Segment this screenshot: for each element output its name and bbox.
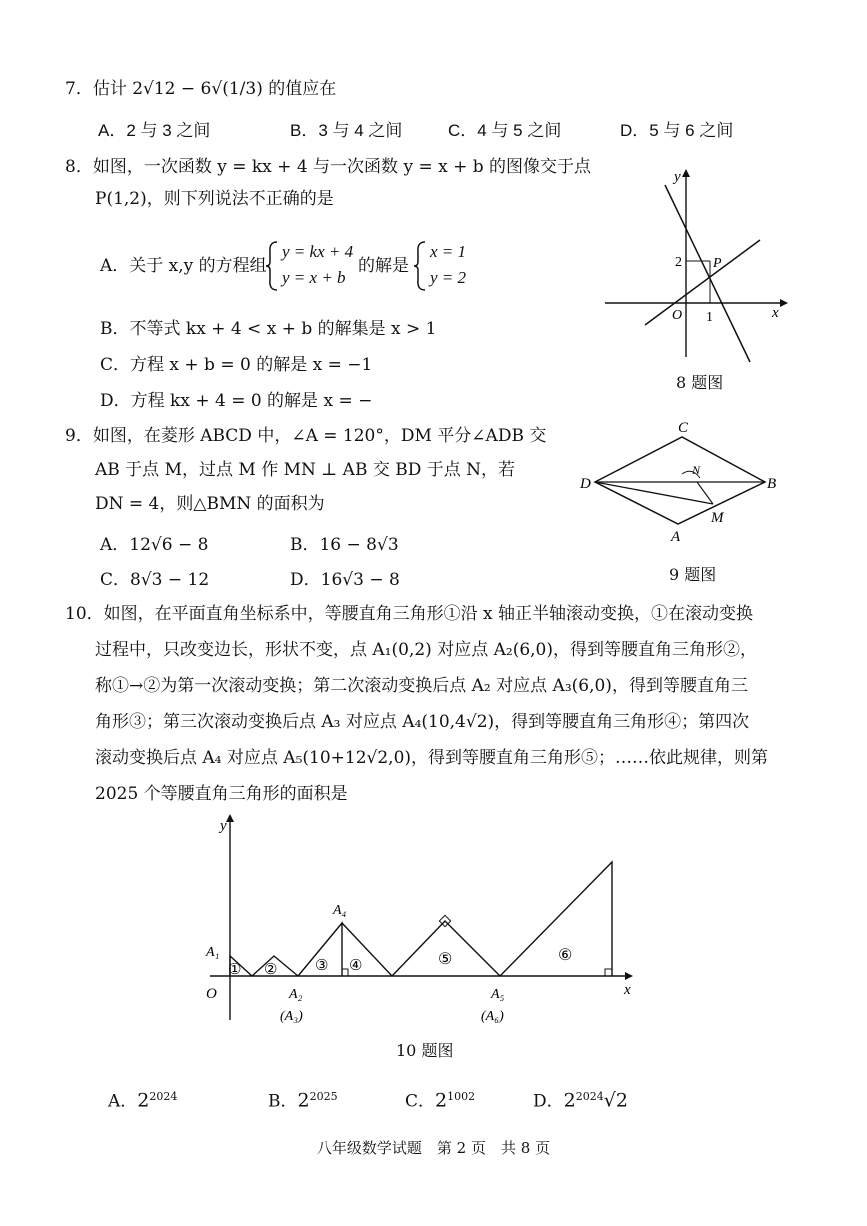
q9-segment-mn [697, 482, 713, 504]
q8-label-x: x [772, 305, 779, 321]
q10-line6: 2025 个等腰直角三角形的面积是 [95, 784, 348, 804]
q8-y-arrow-icon [682, 169, 690, 177]
q10-label-circle-4: ④ [349, 958, 363, 974]
q10-option-d [533, 1086, 628, 1113]
q8-option-d: D．方程 kx + 4 = 0 的解是 x = − [100, 391, 373, 411]
q10-label-a4: A₄ [333, 903, 347, 918]
q8-stem-line2: P(1,2)，则下列说法不正确的是 [95, 189, 334, 209]
q7-option-c: C．4 与 5 之间 [448, 121, 562, 140]
q8-label-2: 2 [675, 255, 682, 270]
q9-label-c: C [678, 420, 689, 436]
q7-option-a: A．2 与 3 之间 [98, 121, 211, 140]
q10-label-x: x [624, 982, 631, 998]
q9-stem-line3: DN = 4，则△BMN 的面积为 [95, 494, 325, 514]
q10-label-circle-3: ③ [315, 958, 329, 974]
q10-label-y: y [220, 818, 227, 834]
q8-brace-1 [265, 240, 281, 292]
q10-y-arrow-icon [226, 814, 234, 822]
q10-option-a-letter: A． [108, 1091, 138, 1112]
q8-figure-caption: 8 题图 [676, 373, 724, 392]
q8-option-a-sys1: y = kx + 4 [282, 242, 354, 261]
q7-option-b: B．3 与 4 之间 [290, 121, 403, 140]
q10-option-d-exp: 2024 [575, 1090, 604, 1103]
q9-segment-dm [595, 482, 713, 504]
q10-option-a [108, 1086, 177, 1113]
q9-label-n: N [692, 463, 701, 477]
q8-figure [600, 165, 790, 365]
q9-figure-caption: 9 题图 [669, 565, 717, 584]
q9-label-a: A [671, 529, 681, 545]
q9-label-b: B [767, 476, 777, 492]
q10-line1: 10．如图，在平面直角坐标系中，等腰直角三角形①沿 x 轴正半轴滚动变换，①在滚动变换 [65, 604, 754, 624]
q9-option-d: D．16√3 − 8 [290, 570, 400, 590]
q8-option-a-sys2: y = x + b [282, 268, 346, 287]
q10-option-a-exp: 2024 [149, 1090, 178, 1103]
q8-line-xb [645, 240, 760, 325]
q7-option-d: D．5 与 6 之间 [620, 121, 734, 140]
q8-stem-line1: 8．如图，一次函数 y = kx + 4 与一次函数 y = x + b 的图像交于点 [65, 157, 592, 177]
q10-option-c-base: 2 [435, 1089, 448, 1112]
q8-label-o: O [672, 308, 683, 323]
q10-triangle-6 [500, 862, 612, 976]
q10-right-angle-4-icon [342, 969, 348, 976]
q9-option-a: A．12√6 − 8 [100, 535, 209, 555]
q8-brace-2 [413, 240, 429, 292]
q10-label-a3: (A₃) [280, 1009, 303, 1024]
q9-stem-line1: 9．如图，在菱形 ABCD 中，∠A = 120°，DM 平分∠ADB 交 [65, 426, 547, 446]
page-footer: 八年级数学试题 第 2 页 共 8 页 [316, 1139, 551, 1157]
q10-label-a6: (A₆) [481, 1009, 504, 1024]
q10-label-circle-2: ② [264, 962, 278, 978]
q10-figure-caption: 10 题图 [396, 1041, 454, 1060]
q10-x-arrow-icon [625, 972, 633, 980]
q9-option-b: B．16 − 8√3 [290, 535, 399, 555]
q10-option-b-letter: B． [268, 1091, 298, 1112]
q10-label-circle-5: ⑤ [438, 951, 453, 968]
q9-figure [580, 412, 780, 547]
q10-option-b-exp: 2025 [309, 1090, 338, 1103]
q9-option-c: C．8√3 − 12 [100, 570, 210, 590]
q10-label-circle-1: ① [228, 962, 242, 978]
q10-line2: 过程中，只改变边长，形状不变，点 A₁(0,2) 对应点 A₂(6,0)，得到等腰直角三角形②， [95, 640, 757, 660]
q8-option-a-sol2: y = 2 [430, 268, 467, 287]
q10-line3: 称①→②为第一次滚动变换；第二次滚动变换后点 A₂ 对应点 A₃(6,0)，得到等腰直角三 [95, 676, 748, 696]
q8-option-b: B．不等式 kx + 4 < x + b 的解集是 x > 1 [100, 319, 437, 339]
q10-option-d-base: 2 [563, 1089, 576, 1112]
q9-stem-line2: AB 于点 M，过点 M 作 MN ⊥ AB 交 BD 于点 N，若 [95, 460, 516, 480]
q10-line4: 角形③；第三次滚动变换后点 A₃ 对应点 A₄(10,4√2)，得到等腰直角三角形④；第四次 [95, 712, 750, 732]
q10-option-c-exp: 1002 [447, 1090, 476, 1103]
q10-label-a2: A₂ [289, 987, 303, 1002]
q8-label-p: P [713, 256, 722, 271]
q10-label-o: O [206, 986, 217, 1002]
q10-option-d-tail: √2 [603, 1089, 628, 1112]
q10-option-c [405, 1086, 475, 1113]
q8-x-arrow-icon [780, 299, 788, 307]
q10-figure [200, 810, 650, 1030]
q7-stem: 7．估计 2√12 − 6√(1/3) 的值应在 [65, 79, 337, 99]
q8-option-a-sol1: x = 1 [430, 242, 467, 261]
q10-right-angle-6-icon [605, 969, 612, 976]
q9-label-d: D [580, 476, 591, 492]
q10-label-a1: A₁ [206, 945, 220, 960]
q10-option-a-base: 2 [137, 1089, 150, 1112]
q8-label-y: y [674, 169, 681, 185]
q8-label-1: 1 [706, 310, 713, 325]
q9-label-m: M [711, 510, 724, 526]
q10-option-b [268, 1086, 338, 1113]
q10-option-d-letter: D． [533, 1091, 564, 1112]
q10-line5: 滚动变换后点 A₄ 对应点 A₅(10+12√2,0)，得到等腰直角三角形⑤；……依此规律，则第 [95, 748, 769, 768]
q8-option-a-mid: 的解是 [358, 256, 409, 276]
q8-option-a-prefix: A．关于 x,y 的方程组 [100, 256, 267, 276]
q10-label-a5: A₅ [491, 987, 505, 1002]
q9-rhombus [595, 437, 765, 524]
q8-option-c: C．方程 x + b = 0 的解是 x = −1 [100, 355, 373, 375]
q8-line-kx4 [665, 185, 750, 362]
q10-label-circle-6: ⑥ [558, 947, 573, 964]
q10-option-b-base: 2 [297, 1089, 310, 1112]
q10-option-c-letter: C． [405, 1091, 436, 1112]
